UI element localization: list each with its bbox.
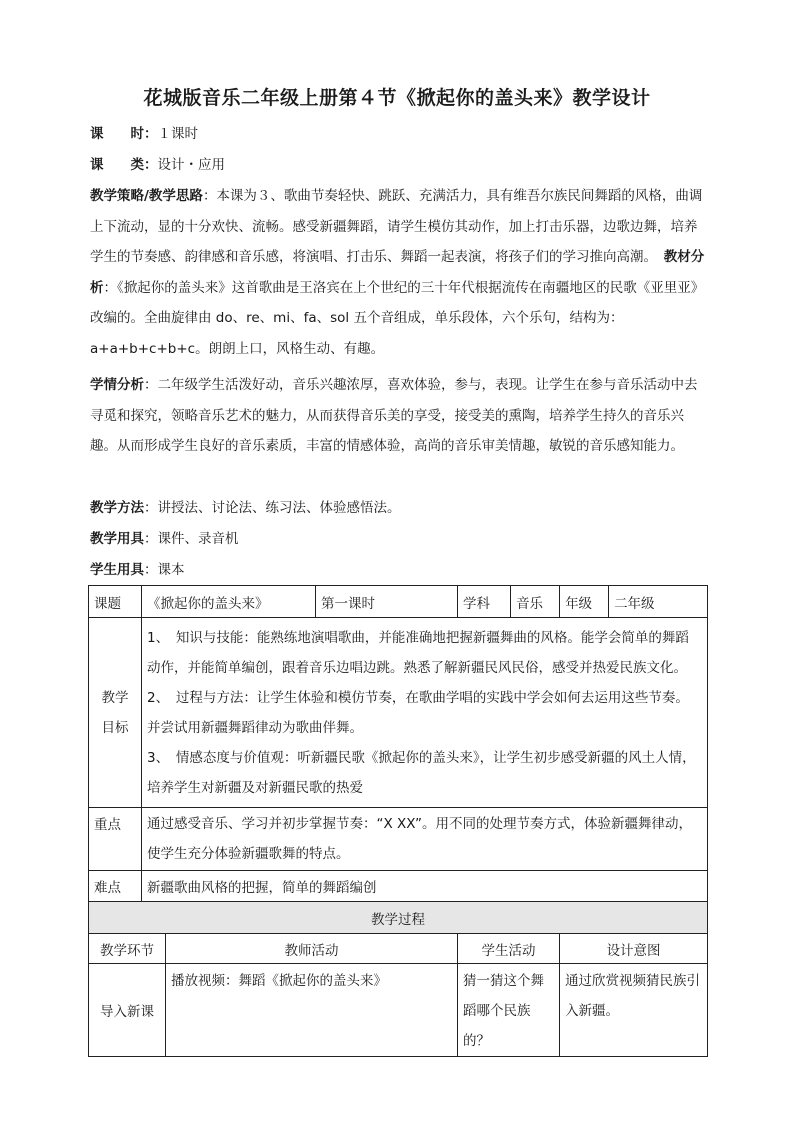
strategy-label: 教学策略/教学思路 [90, 188, 203, 204]
table-row [89, 808, 708, 871]
process-student-cell: 猜一猜这个舞蹈哪个民族的？ [458, 964, 560, 1057]
lesson-name-cell: 《掀起你的盖头来》 [142, 586, 316, 618]
table-row [89, 934, 708, 964]
type-value: 设计・应用 [157, 157, 225, 173]
process-title-cell: 教学过程 [89, 902, 708, 934]
tools-text: ：课件、录音机 [144, 531, 239, 547]
discipline-label-cell: 学科 [458, 586, 511, 618]
goals-label-cell: 教学目标 [89, 618, 142, 808]
table-row [89, 618, 708, 808]
focus-label-cell: 重点 [89, 808, 142, 871]
methods-line [90, 493, 708, 524]
tools-label: 教学用具 [90, 531, 144, 547]
strategy-paragraph [90, 181, 708, 364]
lesson-period-cell: 第一课时 [316, 586, 458, 618]
grade-label-cell: 年级 [560, 586, 609, 618]
document-title: 花城版音乐二年级上册第４节《掀起你的盖头来》教学设计 [143, 87, 651, 109]
student-tools-text: ：课本 [144, 562, 185, 578]
learning-paragraph [90, 370, 708, 462]
table-row [89, 586, 708, 618]
period-label: 课 时： [90, 126, 158, 142]
goals-cell [142, 618, 708, 808]
process-stage-cell: 导入新课 [89, 964, 166, 1057]
process-header-stage: 教学环节 [89, 934, 166, 964]
learning-text: ：二年级学生活泼好动，音乐兴趣浓厚，喜欢体验，参与，表现。让学生在参与音乐活动中去寻觅和探究，领略音乐艺术的魅力，从而获得音乐美的享受，接受美的熏陶，培养学生持久的音乐兴趣。从而形成学生良好的音乐素质，丰富的情感体验，高尚的音乐审美情趣，敏锐的音乐感知能力。 [90, 377, 698, 454]
focus-cell: 通过感受音乐、学习并初步掌握节奏：“X XX”。用不同的处理节奏方式，体验新疆舞律动，使学生充分体验新疆歌舞的特点。 [142, 808, 708, 871]
process-header-teacher: 教师活动 [166, 934, 458, 964]
goal-item: 2、 过程与方法：让学生体验和模仿节奏，在歌曲学唱的实践中学会如何去运用这些节奏。并尝试用新疆舞蹈律动为歌曲伴舞。 [147, 689, 689, 736]
process-header-intent: 设计意图 [560, 934, 708, 964]
strategy-text: ：本课为３、歌曲节奏轻快、跳跃、充满活力，具有维吾尔族民间舞蹈的风格，曲调上下流动，显的十分欢快、流畅。感受新疆舞蹈，请学生模仿其动作，加上打击乐器，边歌边舞，培养学生的节奏感、韵律感和音乐感，将演唱、打击乐、舞蹈一起表演，将孩子们的学习推向高潮。 [90, 188, 703, 265]
process-teacher-cell: 播放视频：舞蹈《掀起你的盖头来》 [166, 964, 458, 1057]
type-label: 课 类： [90, 157, 158, 173]
tools-line [90, 524, 708, 555]
period-line [90, 119, 708, 150]
subject-label-cell: 课题 [89, 586, 142, 618]
analysis-label: 教材分析 [90, 249, 705, 296]
type-line [90, 150, 708, 181]
learning-label: 学情分析 [90, 377, 144, 393]
period-value: １课时 [157, 126, 198, 142]
methods-text: ：讲授法、讨论法、练习法、体验感悟法。 [144, 500, 401, 516]
student-tools-line [90, 555, 708, 586]
analysis-text: ：《掀起你的盖头来》这首歌曲是王洛宾在上个世纪的三十年代根据流传在南疆地区的民歌《亚里亚》改编的。全曲旋律由 do、re、mi、fa、sol 五个音组成，单乐段体，六个乐句，结构为：a+a+b+c+b+c。朗朗上口，风格生动、有趣。 [90, 279, 705, 357]
lesson-table [88, 585, 708, 1057]
process-intent-cell: 通过欣赏视频猜民族引入新疆。 [560, 964, 708, 1057]
difficulty-label-cell: 难点 [89, 871, 142, 902]
goal-item: 1、 知识与技能：能熟练地演唱歌曲，并能准确地把握新疆舞曲的风格。能学会简单的舞蹈动作，并能简单编创，跟着音乐边唱边跳。熟悉了解新疆民风民俗，感受并热爱民族文化。 [147, 629, 689, 676]
grade-value-cell: 二年级 [609, 586, 708, 618]
difficulty-cell: 新疆歌曲风格的把握，简单的舞蹈编创 [142, 871, 708, 902]
table-row [89, 964, 708, 1057]
goal-item: 3、 情感态度与价值观：听新疆民歌《掀起你的盖头来》，让学生初步感受新疆的风土人情，培养学生对新疆及对新疆民歌的热爱 [147, 749, 696, 796]
process-header-student: 学生活动 [458, 934, 560, 964]
student-tools-label: 学生用具 [90, 562, 144, 578]
table-row [89, 902, 708, 934]
methods-label: 教学方法 [90, 500, 144, 516]
table-row [89, 871, 708, 902]
discipline-value-cell: 音乐 [511, 586, 560, 618]
